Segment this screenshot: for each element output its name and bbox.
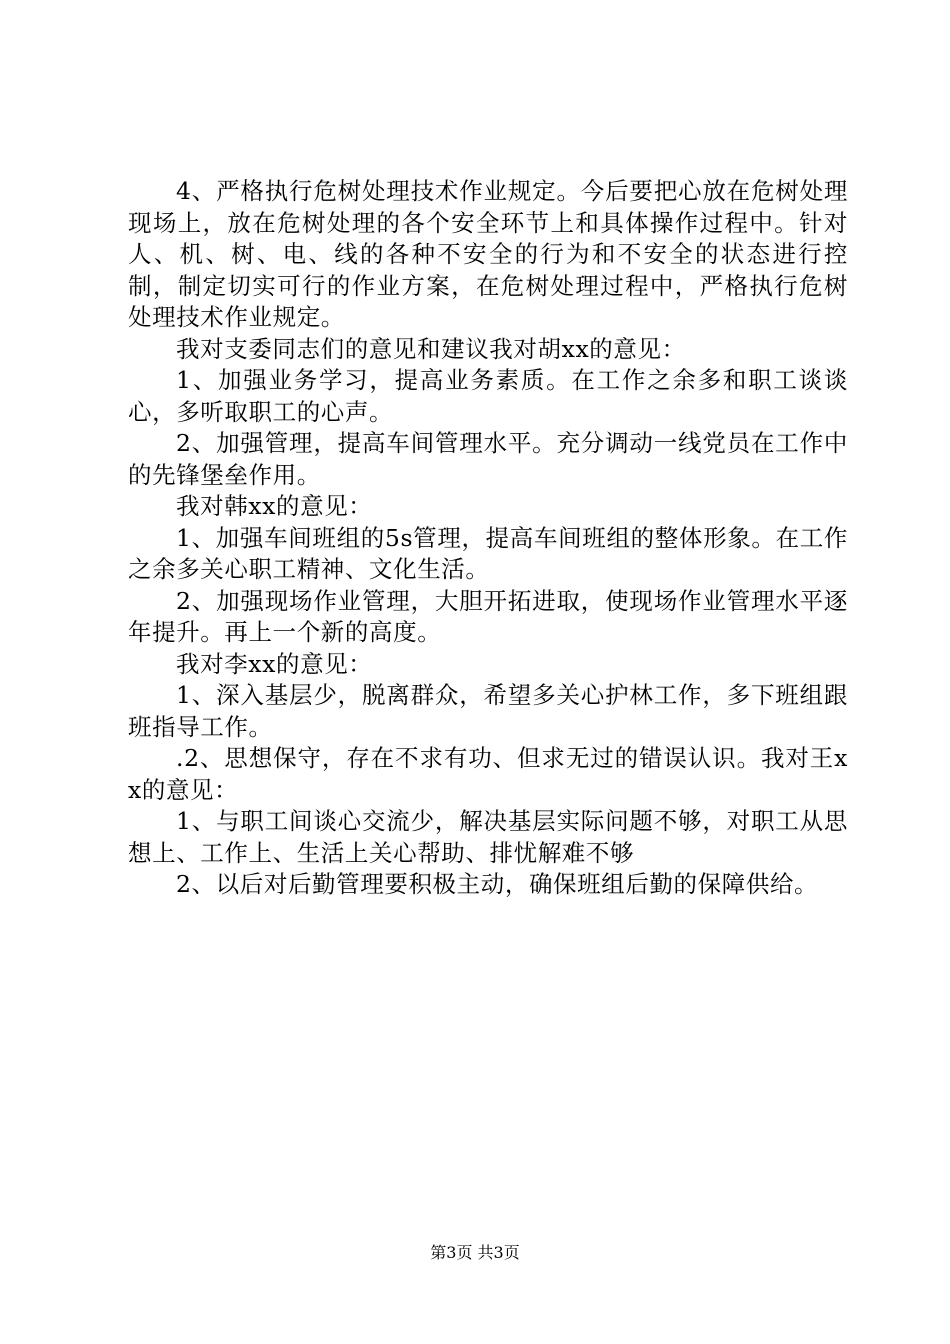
document-body bbox=[128, 176, 848, 901]
paragraph-hu-2: 2、加强管理，提高车间管理水平。充分调动一线党员在工作中的先锋堡垒作用。 bbox=[128, 429, 848, 489]
paragraph-opinions-intro: 我对支委同志们的意见和建议我对胡xx的意见： bbox=[176, 334, 686, 363]
page-number-footer: 第3页 共3页 bbox=[430, 1243, 520, 1262]
paragraph-item-4: 4、严格执行危树处理技术作业规定。今后要把心放在危树处理现场上，放在危树处理的各个安全环节上和具体操作过程中。针对人、机、树、电、线的各种不安全的行为和不安全的状态进行控制，制定切实可行的作业方案，在危树处理过程中，严格执行危树处理技术作业规定。 bbox=[128, 177, 848, 331]
paragraph-han-heading: 我对韩xx的意见： bbox=[176, 492, 373, 520]
paragraph-wang-2: 2、以后对后勤管理要积极主动，确保班组后勤的保障供给。 bbox=[176, 870, 819, 898]
paragraph-li-1: 1、深入基层少，脱离群众，希望多关心护林工作，多下班组跟班指导工作。 bbox=[128, 681, 848, 741]
paragraph-hu-1: 1、加强业务学习，提高业务素质。在工作之余多和职工谈谈心，多听取职工的心声。 bbox=[128, 366, 848, 426]
paragraph-wang-1: 1、与职工间谈心交流少，解决基层实际问题不够，对职工从思想上、工作上、生活上关心帮助、排忧解难不够 bbox=[128, 807, 848, 867]
paragraph-han-2: 2、加强现场作业管理，大胆开拓进取，使现场作业管理水平逐年提升。再上一个新的高度。 bbox=[128, 586, 848, 646]
paragraph-han-1: 1、加强车间班组的5s管理，提高车间班组的整体形象。在工作之余多关心职工精神、文化生活。 bbox=[128, 523, 848, 583]
paragraph-li-2-wang-heading: .2、思想保守，存在不求有功、但求无过的错误认识。我对王xx的意见： bbox=[128, 744, 848, 804]
paragraph-li-heading: 我对李xx的意见： bbox=[176, 649, 373, 678]
